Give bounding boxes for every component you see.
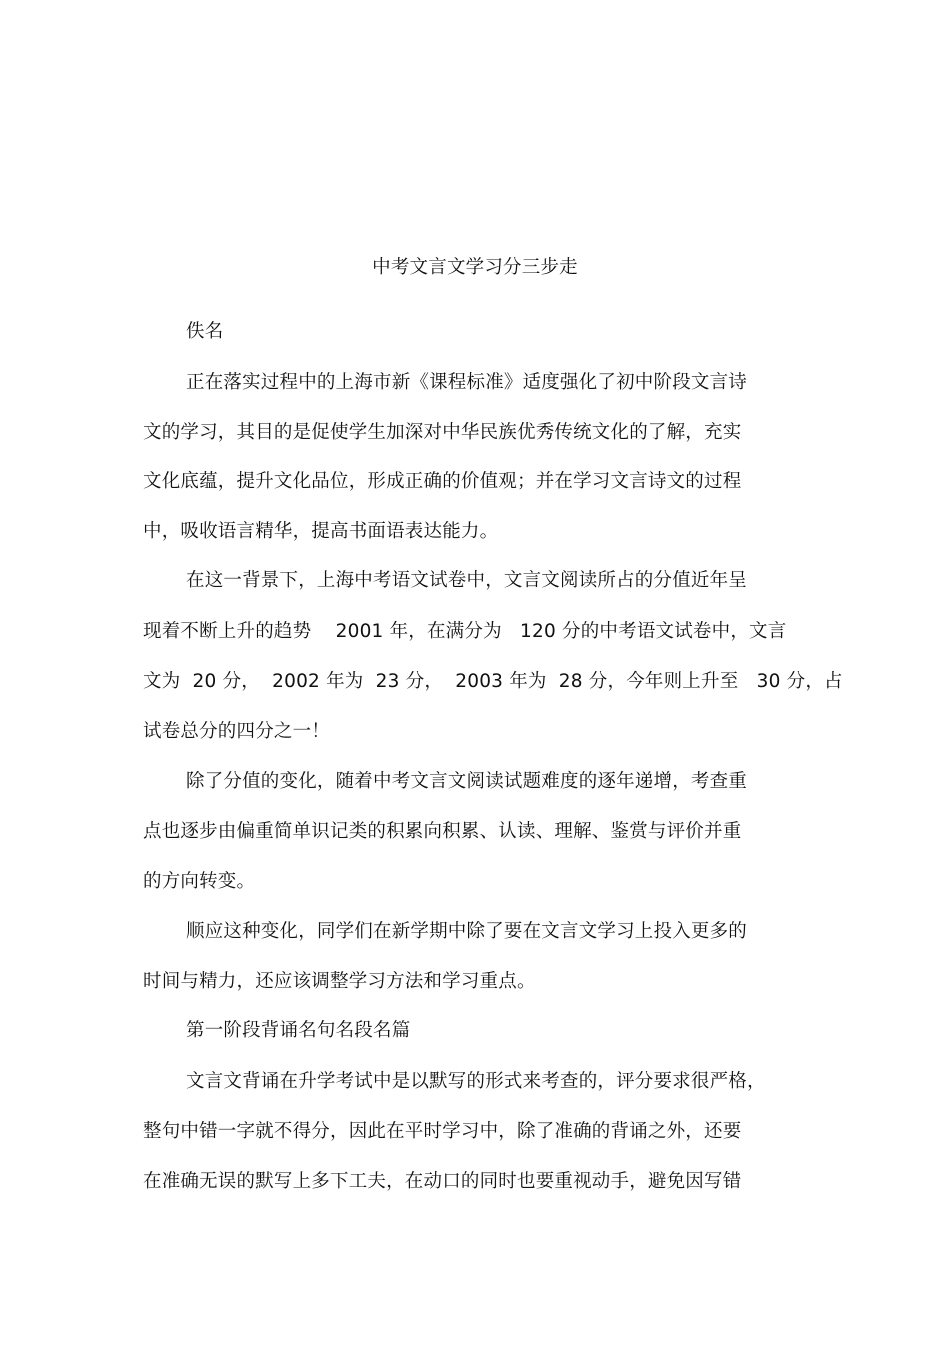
paragraph-line: 时间与精力，还应该调整学习方法和学习重点。 bbox=[143, 971, 536, 992]
paragraph-line: 顺应这种变化，同学们在新学期中除了要在文言文学习上投入更多的 bbox=[186, 921, 748, 942]
paragraph-line: 整句中错一字就不得分，因此在平时学习中，除了准确的背诵之外，还要 bbox=[143, 1121, 742, 1142]
paragraph-line: 文的学习，其目的是促使学生加深对中华民族优秀传统文化的了解，充实 bbox=[143, 422, 742, 443]
paragraph-line: 除了分值的变化，随着中考文言文阅读试题难度的逐年递增，考查重 bbox=[186, 771, 748, 792]
paragraph-line: 点也逐步由偏重简单识记类的积累向积累、认读、理解、鉴赏与评价并重 bbox=[143, 821, 742, 842]
paragraph-line: 现着不断上升的趋势 2001 年，在满分为 120 分的中考语文试卷中，文言 bbox=[143, 621, 787, 642]
document-author: 佚名 bbox=[186, 321, 224, 342]
section-heading-line: 第一阶段背诵名句名段名篇 bbox=[186, 1020, 411, 1041]
paragraph-line: 文言文背诵在升学考试中是以默写的形式来考查的，评分要求很严格， bbox=[186, 1071, 766, 1092]
document-title: 中考文言文学习分三步走 bbox=[372, 257, 578, 278]
paragraph-line: 在这一背景下，上海中考语文试卷中，文言文阅读所占的分值近年呈 bbox=[186, 570, 748, 591]
paragraph-line: 文化底蕴，提升文化品位，形成正确的价值观；并在学习文言诗文的过程 bbox=[143, 471, 742, 492]
paragraph-line: 的方向转变。 bbox=[143, 871, 256, 892]
paragraph-line: 正在落实过程中的上海市新《课程标准》适度强化了初中阶段文言诗 bbox=[186, 372, 748, 393]
paragraph-line: 文为 20 分， 2002 年为 23 分， 2003 年为 28 分，今年则上升至 30 分，占 bbox=[143, 671, 843, 692]
paragraph-line: 在准确无误的默写上多下工夫，在动口的同时也要重视动手，避免因写错 bbox=[143, 1171, 742, 1192]
paragraph-line: 中，吸收语言精华，提高书面语表达能力。 bbox=[143, 521, 499, 542]
paragraph-line: 试卷总分的四分之一！ bbox=[143, 721, 331, 742]
